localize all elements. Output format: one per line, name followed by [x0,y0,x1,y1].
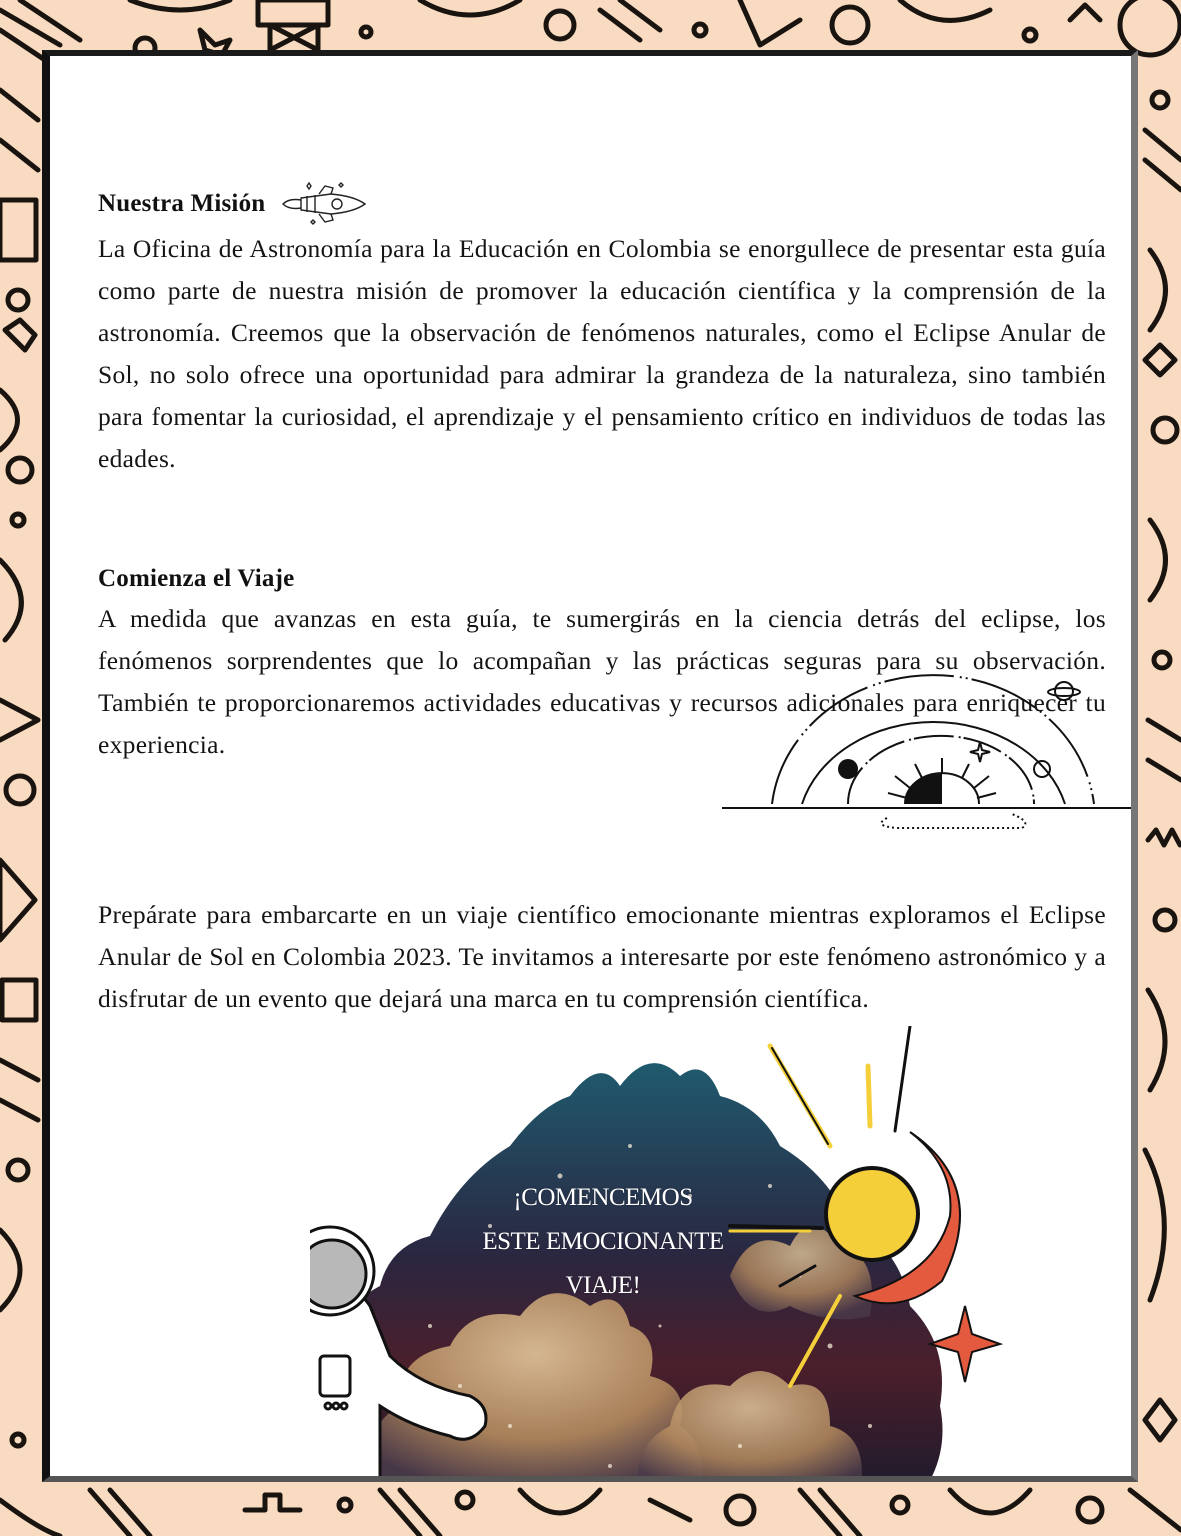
mission-section [98,182,1106,480]
mission-heading [98,182,1106,226]
eclipse-orbit-illustration [722,646,1138,856]
cta-line-1: ¡COMENCEMOS [513,1184,693,1211]
journey-heading: Comienza el Viaje [98,565,295,592]
cta-line-2: ESTE EMOCIONANTE [482,1228,724,1255]
mission-body: La Oficina de Astronomía para la Educación en Colombia se enorgullece de presentar esta guía como parte de nuestra misión de promover la educación científica y la comprensión de la astronomía. Creemos que la observación de fenómenos naturales, como el Eclipse Anular de Sol, no solo ofrece una oportunidad para admirar la grandeza de la naturaleza, sino también para fomentar la curiosidad, el aprendizaje y el pensamiento crítico en individuos de todas las edades. [98,234,1106,473]
invite-section [98,894,1106,1020]
cta-text [438,1176,768,1308]
journey-body: A medida que avanzas en esta guía, te sumergirás en la ciencia detrás del eclipse, los fenómenos sorprendentes que lo acompañan y las prácticas seguras para su observación. También te proporcionaremos actividades educativas y recursos adicionales para enriquecer tu experiencia. [98,604,1106,759]
content-frame [42,50,1138,1482]
invite-body: Prepárate para embarcarte en un viaje científico emocionante mientras exploramos el Eclipse Anular de Sol en Colombia 2023. Te invitamos a interesarte por este fenómeno astronómico y a disfrutar de un evento que dejará una marca en tu comprensión científica. [98,900,1106,1013]
cta-line-3: VIAJE! [565,1272,641,1299]
rocket-icon [279,182,371,226]
mission-title: Nuestra Misión [98,190,266,217]
